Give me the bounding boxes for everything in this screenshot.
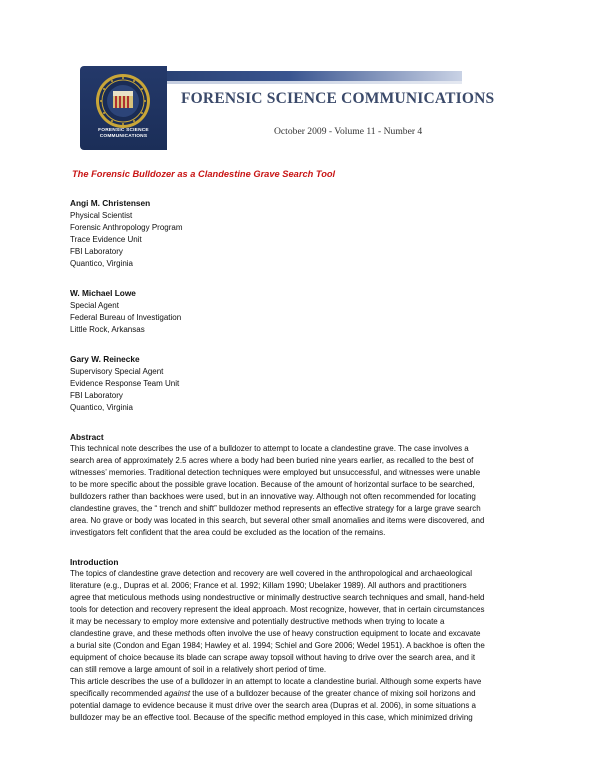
journal-title: FORENSIC SCIENCE COMMUNICATIONS bbox=[181, 90, 495, 107]
journal-issue: October 2009 - Volume 11 - Number 4 bbox=[274, 126, 423, 137]
author-affiliation: Forensic Anthropology Program bbox=[70, 223, 183, 232]
author-name: Angi M. Christensen bbox=[70, 198, 151, 208]
introduction-heading: Introduction bbox=[70, 557, 119, 567]
text-line: equipment of choice because its blade can scrape away topsoil without having to drive over the search area, and it bbox=[70, 653, 476, 662]
text-line: agree that meticulous methods using nondestructive or minimally destructive search techniques and small, hand-held bbox=[70, 593, 485, 602]
text-segment: the use of a bulldozer because of the greater chance of mixing soil horizons and bbox=[190, 689, 476, 698]
logo-caption-line1: FORENSIC SCIENCE bbox=[98, 128, 149, 133]
author-affiliation: Special Agent bbox=[70, 301, 119, 310]
introduction-paragraph bbox=[70, 568, 540, 724]
author-name: Gary W. Reinecke bbox=[70, 354, 140, 364]
text-line: bulldozer may be an effective tool. Because of the specific method employed in this case, which minimized driving bbox=[70, 713, 473, 722]
logo-caption-line2: COMMUNICATIONS bbox=[99, 134, 148, 139]
article-body bbox=[70, 168, 540, 724]
author-affiliation: Physical Scientist bbox=[70, 211, 133, 220]
author-affiliation: FBI Laboratory bbox=[70, 391, 123, 400]
text-line: bulldozers rather than backhoes were used, but in an innovative way. Although not often recommended for locating bbox=[70, 492, 476, 501]
logo-caption bbox=[80, 128, 167, 140]
author-name: W. Michael Lowe bbox=[70, 288, 136, 298]
article-title: The Forensic Bulldozer as a Clandestine Grave Search Tool bbox=[72, 169, 336, 179]
text-line: literature (e.g., Dupras et al. 2006; France et al. 1992; Killam 1990; Ubelaker 1989). All authors and practitioners bbox=[70, 581, 467, 590]
author-affiliation: Federal Bureau of Investigation bbox=[70, 313, 182, 322]
text-line: a burial site (Condon and Egan 1984; Hawley et al. 1994; Schiel and Gore 2006; Wedel 1951). A backhoe is often the bbox=[70, 641, 485, 650]
text-line: This article describes the use of a bulldozer in an attempt to locate a clandestine burial. Although some experts have bbox=[70, 677, 482, 686]
text-line: to be more specific about the possible grave location. Because of the amount of horizontal surface to be searched, bbox=[70, 480, 475, 489]
abstract-paragraph bbox=[70, 443, 540, 539]
fbi-seal-icon bbox=[94, 72, 152, 130]
emphasis-text: against bbox=[164, 689, 191, 698]
author-affiliation: Trace Evidence Unit bbox=[70, 235, 142, 244]
text-line: area. No grave or body was located in this search, but several other small anomalies and items were discovered, and bbox=[70, 516, 485, 525]
journal-header bbox=[80, 66, 495, 150]
author-affiliation: Quantico, Virginia bbox=[70, 403, 133, 412]
text-segment: specifically recommended bbox=[70, 689, 165, 698]
author-affiliation: Evidence Response Team Unit bbox=[70, 379, 180, 388]
author-affiliation: Supervisory Special Agent bbox=[70, 367, 164, 376]
text-line: witnesses’ memories. Traditional detection techniques were employed but unsuccessful, and witnesses were unable bbox=[70, 468, 481, 477]
text-line: This technical note describes the use of a bulldozer to attempt to locate a clandestine grave. The case involves a bbox=[70, 444, 469, 453]
author-block bbox=[70, 287, 540, 336]
text-line bbox=[70, 688, 540, 700]
author-affiliation: Quantico, Virginia bbox=[70, 259, 133, 268]
text-line: search area of approximately 2.5 acres where a body had been buried nine years earlier, as recalled to the best of bbox=[70, 456, 474, 465]
text-line: it may be necessary to employ more extensive and potentially destructive methods when trying to locate a bbox=[70, 617, 445, 626]
abstract-heading: Abstract bbox=[70, 432, 104, 442]
text-line: potential damage to evidence because it must drive over the search area (Dupras et al. 2006), in some situations a bbox=[70, 701, 477, 710]
text-line: can still remove a large amount of soil in a relatively short period of time. bbox=[70, 665, 327, 674]
text-line: clandestine graves, the “ trench and shift” bulldozer method represents an effective strategy for a large grave search bbox=[70, 504, 481, 513]
author-affiliation: Little Rock, Arkansas bbox=[70, 325, 145, 334]
text-line: The topics of clandestine grave detection and recovery are well covered in the anthropological and archaeological bbox=[70, 569, 473, 578]
author-affiliation: FBI Laboratory bbox=[70, 247, 123, 256]
author-block bbox=[70, 197, 540, 270]
text-line: investigators felt confident that the area could be excluded as the location of the remains. bbox=[70, 528, 386, 537]
text-line: clandestine grave, and these methods often involve the use of heavy construction equipment to locate and excavate bbox=[70, 629, 481, 638]
author-block bbox=[70, 353, 540, 414]
journal-logo bbox=[80, 66, 167, 150]
text-line: tools for detection and recovery represent the ideal approach. Most recognize, however, that in certain circumstances bbox=[70, 605, 485, 614]
